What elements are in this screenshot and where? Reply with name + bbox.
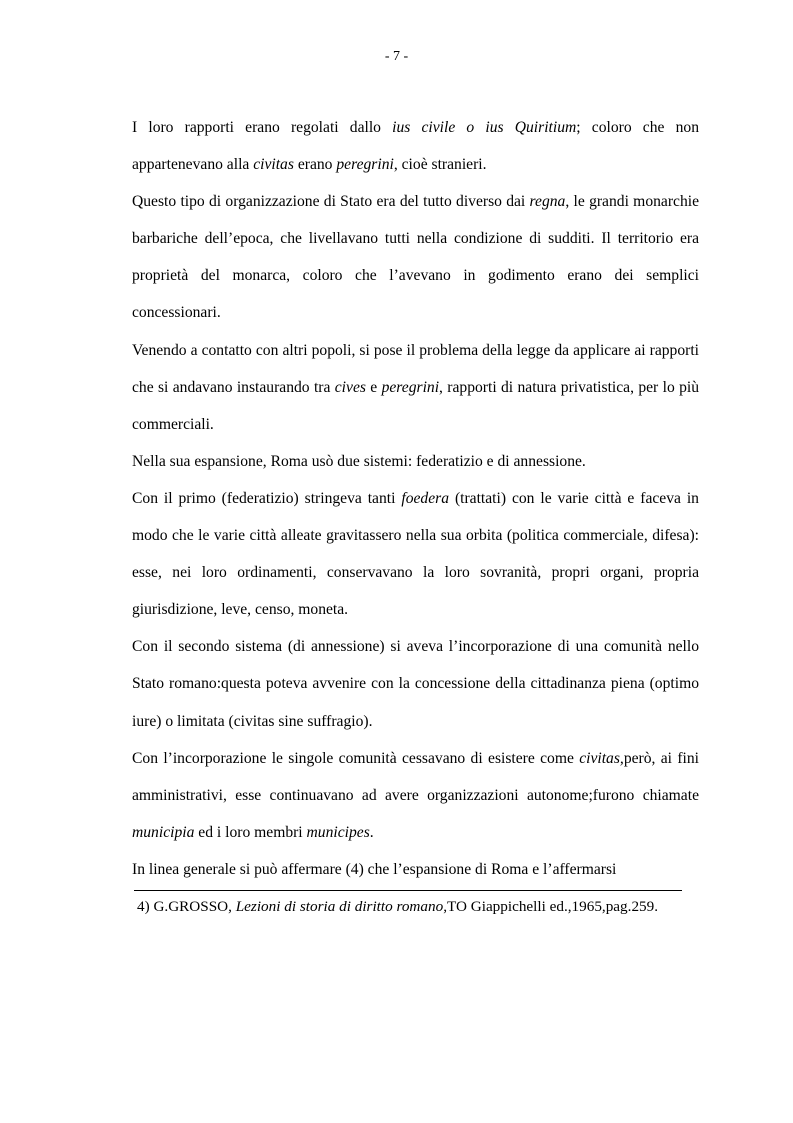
paragraph-1: [132, 109, 699, 183]
text-run: erano: [293, 156, 337, 174]
paragraph-7: [132, 740, 699, 851]
text-run: Con il secondo sistema (di annessione) si aveva l’incorporazione di una comunità nello Stato romano:questa poteva avvenire con la concessione della cittadinanza piena (optimo iure) o limitata (civitas sine suffragio).: [132, 638, 699, 730]
text-run: Con il primo (federatizio) stringeva tanti: [132, 489, 402, 507]
text-run: , le grandi monarchie barbariche dell’epoca, che livellavano tutti nella condizione di sudditi. Il territorio era proprietà del monarca, coloro che l’avevano in godimento erano dei semplici concessionari.: [132, 193, 699, 322]
text-run: Con l’incorporazione le singole comunità cessavano di esistere come: [132, 749, 580, 767]
footnote-title: Lezioni di storia di diritto romano: [235, 898, 444, 915]
text-run: In linea generale si può affermare (4) che l’espansione di Roma e l’affermarsi: [132, 860, 617, 878]
paragraph-8: [132, 851, 699, 888]
text-run: .: [369, 823, 374, 841]
paragraph-6: [132, 628, 699, 739]
italic-term: regna: [529, 193, 566, 211]
text-run: , cioè stranieri.: [393, 156, 487, 174]
text-run: e: [365, 378, 382, 396]
italic-term: peregrini: [381, 378, 440, 396]
footnote-text: 4) G.GROSSO,: [137, 898, 236, 915]
body-text: [132, 109, 699, 888]
italic-term: municipes: [306, 823, 370, 841]
text-run: Venendo a contatto con altri popoli, si pose il problema della legge da applicare ai rapporti che si andavano instaurando tra: [132, 341, 699, 396]
paragraph-5: [132, 480, 699, 628]
text-run: (trattati) con le varie città e faceva in modo che le varie città alleate gravitassero nella sua orbita (politica commerciale, difesa): esse, nei loro ordinamenti, conservavano la loro sovranità, propri organi, propria giurisdizione, leve, censo, moneta.: [132, 489, 699, 619]
paragraph-2: [132, 183, 699, 331]
text-run: Nella sua espansione, Roma usò due sistemi: federatizio e di annessione.: [132, 452, 586, 470]
page-number: - 7 -: [384, 49, 409, 64]
italic-term: peregrini: [336, 156, 394, 174]
italic-term: ius civile o ius Quiritium: [392, 119, 577, 136]
text-run: ed i loro membri: [194, 823, 307, 841]
italic-term: cives: [334, 378, 366, 396]
italic-term: civitas,: [579, 749, 624, 767]
footnote-text: ,TO Giappichelli ed.,1965,pag.259.: [443, 898, 659, 915]
footnote: [137, 897, 717, 917]
text-run: I loro rapporti erano regolati dallo: [132, 119, 393, 136]
footnote-separator: [134, 890, 682, 891]
text-run: però, ai fini amministrativi, esse continuavano ad avere organizzazioni autonome;furono chiamate: [132, 749, 700, 804]
paragraph-4: [132, 443, 699, 480]
italic-term: foedera: [401, 489, 450, 507]
text-run: Questo tipo di organizzazione di Stato era del tutto diverso dai: [132, 193, 530, 211]
paragraph-3: [132, 332, 699, 443]
italic-term: municipia: [132, 823, 195, 841]
text-run: , rapporti di natura privatistica, per lo più commerciali.: [132, 378, 700, 433]
italic-term: civitas: [253, 156, 294, 174]
text-run: ; coloro che non appartenevano alla: [132, 119, 699, 174]
